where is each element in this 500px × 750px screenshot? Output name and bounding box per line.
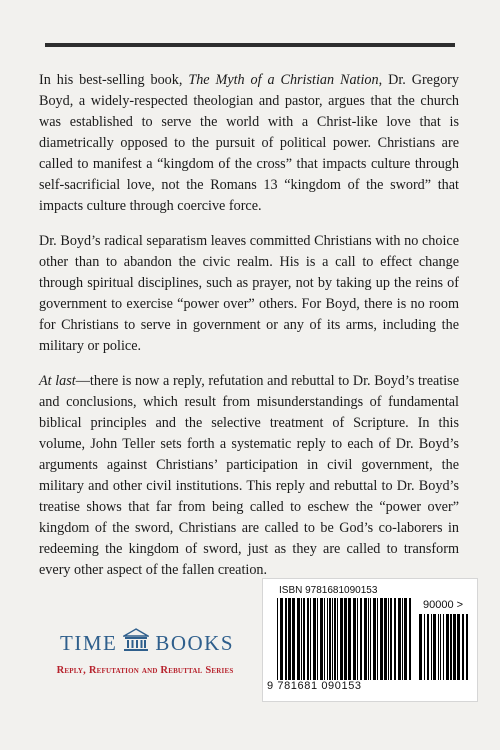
back-cover-blurb xyxy=(39,70,459,595)
barcode-bar xyxy=(388,598,389,680)
barcode-bar xyxy=(370,598,371,680)
barcode-bar xyxy=(327,598,328,680)
blurb-paragraph-3 xyxy=(39,371,459,581)
series-name: Reply, Refutation and Rebuttal Series xyxy=(56,665,234,676)
barcode-bar xyxy=(288,598,291,680)
barcode-bar xyxy=(329,598,331,680)
barcode-bar xyxy=(310,598,311,680)
price-code: 90000 > xyxy=(423,599,464,611)
barcode-bar xyxy=(353,598,356,680)
blurb-p1-intro: In his best-selling book, xyxy=(39,72,189,88)
barcode-bar xyxy=(443,614,444,680)
publisher-logo xyxy=(60,628,235,658)
barcode-bar xyxy=(303,598,305,680)
blurb-paragraph-1 xyxy=(39,70,459,217)
barcode-bar xyxy=(384,598,387,680)
isbn-label: ISBN 9781681090153 xyxy=(279,585,378,596)
blurb-p3-body: —there is now a reply, refutation and rebuttal to Dr. Boyd’s treatise and conclusions, which result from misunderstandings of fundamental biblical principles and the selective treatment of Scripture. In this volume, John Teller sets forth a systematic reply to each of Dr. Boyd’s arguments against Christians’ participation in civil government, the military and other civil institutions. This reply and rebuttal to Dr. Boyd’s treatise shows that far from being called to eschew the “power over” kingdom of the sword, Christians are called to be God’s co-laborers in redeeming the kingdom of sword, just as they are called to transform every other aspect of the fallen creation. xyxy=(39,373,459,578)
barcode-bar xyxy=(301,598,302,680)
barcode-bar xyxy=(332,598,333,680)
barcode-bar xyxy=(337,598,338,680)
barcode-bar xyxy=(446,614,449,680)
barcode-bar xyxy=(424,614,425,680)
barcode-bar xyxy=(409,598,411,680)
barcode-bar xyxy=(340,598,343,680)
barcode-bar xyxy=(453,614,456,680)
barcode-bar xyxy=(320,598,323,680)
barcode-bar xyxy=(462,614,464,680)
barcode-bar xyxy=(280,598,283,680)
barcode-digits: 9 781681 090153 xyxy=(267,680,362,692)
barcode-bar xyxy=(377,598,378,680)
barcode-bar xyxy=(317,598,318,680)
barcode-bar xyxy=(313,598,316,680)
barcode-bar xyxy=(360,598,362,680)
temple-icon xyxy=(123,628,149,658)
barcode-bar xyxy=(466,614,468,680)
barcode-bar xyxy=(277,598,278,680)
barcode-bar xyxy=(427,614,429,680)
barcode-bars xyxy=(277,598,415,680)
barcode-bar xyxy=(431,614,432,680)
barcode-bar xyxy=(373,598,376,680)
book-title-reference: The Myth of a Christian Nation xyxy=(188,72,379,88)
barcode-bar xyxy=(307,598,309,680)
blurb-paragraph-2: Dr. Boyd’s radical separatism leaves committed Christians with no choice other than to abandon the civic realm. His is a call to effect change through spiritual disciplines, such as prayer, not by taking up the reins of government to exercise “power over” others. For Boyd, there is no room for Christians to serve in government or any of its arms, including the military or police. xyxy=(39,233,459,354)
barcode-bar xyxy=(348,598,351,680)
barcode-bar xyxy=(398,598,401,680)
barcode-bar xyxy=(450,614,452,680)
barcode-bar xyxy=(324,598,325,680)
barcode-bar xyxy=(457,614,460,680)
blurb-p1-body: , Dr. Gregory Boyd, a widely-respected theologian and pastor, argues that the church was established to serve the world with a Christ-like love that is diametrically opposed to the pursuit of political power. Christians are called to manifest a “kingdom of the cross” that impacts culture through self-sacrificial love, not the Romans 13 “kingdom of the sword” that impacts culture through coercive force. xyxy=(39,72,459,214)
barcode-bar xyxy=(438,614,439,680)
barcode-bar xyxy=(433,614,436,680)
barcode-bar xyxy=(344,598,347,680)
barcode-bar xyxy=(419,614,422,680)
barcode-bar xyxy=(364,598,367,680)
top-rule xyxy=(45,43,455,47)
barcode-bar xyxy=(285,598,287,680)
barcode-bar xyxy=(297,598,300,680)
barcode-bar xyxy=(390,598,392,680)
logo-word-books: BOOKS xyxy=(155,630,235,655)
addon-barcode-bars xyxy=(419,614,471,680)
barcode-bar xyxy=(394,598,396,680)
barcode-bar xyxy=(368,598,369,680)
barcode-bar xyxy=(292,598,295,680)
blurb-p3-lead: At last xyxy=(39,373,76,389)
barcode-bar xyxy=(404,598,407,680)
barcode-bar xyxy=(402,598,403,680)
isbn-barcode xyxy=(262,578,478,702)
barcode-bar xyxy=(334,598,336,680)
logo-word-time: TIME xyxy=(60,630,118,655)
barcode-bar xyxy=(380,598,383,680)
barcode-bar xyxy=(440,614,441,680)
barcode-bar xyxy=(357,598,358,680)
